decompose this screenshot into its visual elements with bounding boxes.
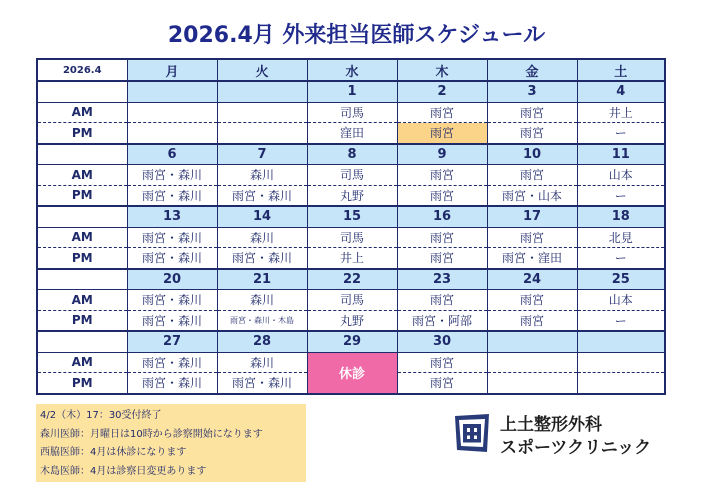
clinic-logo-mark-icon (452, 412, 492, 454)
clinic-name-line2: スポーツクリニック (500, 438, 652, 458)
note-line: 木島医師：4月は診察日変更あります (40, 465, 207, 477)
doctor-cell-am-thu: 雨宮 (397, 227, 487, 248)
blank-cell (37, 81, 127, 102)
doctor-cell-am-wed: 司馬 (307, 165, 397, 186)
doctor-cell-am-mon (127, 102, 217, 123)
am-label: AM (37, 165, 127, 186)
date-cell-thu: 2 (397, 81, 487, 102)
date-cell-tue: 28 (217, 331, 307, 352)
date-cell-thu: 16 (397, 206, 487, 227)
weekday-wed: 水 (307, 59, 397, 81)
doctor-cell-am-wed: 司馬 (307, 290, 397, 311)
am-row (37, 227, 665, 248)
doctor-cell-pm-thu: 雨宮・阿部 (397, 310, 487, 331)
doctor-cell-pm-sat: ー (577, 123, 665, 144)
doctor-cell-pm-fri: 雨宮 (487, 123, 577, 144)
doctor-cell-am-wed: 司馬 (307, 102, 397, 123)
doctor-cell-am-thu: 雨宮 (397, 352, 487, 373)
doctor-cell-am-sat: 山本 (577, 290, 665, 311)
date-cell-tue: 21 (217, 269, 307, 290)
doctor-cell-am-fri (487, 352, 577, 373)
date-cell-mon: 6 (127, 144, 217, 165)
pm-label: PM (37, 123, 127, 144)
note-line: 森川医師：月曜日は10時から診察開始になります (40, 428, 263, 440)
am-label: AM (37, 102, 127, 123)
date-cell-tue: 14 (217, 206, 307, 227)
am-row (37, 352, 665, 373)
doctor-cell-am-fri: 雨宮 (487, 227, 577, 248)
schedule-table (36, 58, 666, 395)
date-cell-wed: 29 (307, 331, 397, 352)
date-cell-wed: 22 (307, 269, 397, 290)
date-cell-fri: 17 (487, 206, 577, 227)
note-line: 4/2（木）17：30受付終了 (40, 410, 162, 421)
doctor-cell-pm-fri: 雨宮 (487, 310, 577, 331)
doctor-cell-am-tue: 森川 (217, 227, 307, 248)
date-cell-sat: 4 (577, 81, 665, 102)
doctor-cell-pm-wed: 井上 (307, 248, 397, 269)
doctor-cell-am-tue: 森川 (217, 290, 307, 311)
doctor-cell-pm-fri (487, 373, 577, 394)
date-cell-wed: 8 (307, 144, 397, 165)
doctor-cell-am-mon: 雨宮・森川 (127, 352, 217, 373)
date-cell-tue: 7 (217, 144, 307, 165)
closed-day-cell: 休診 (307, 352, 397, 394)
date-cell-wed: 15 (307, 206, 397, 227)
doctor-cell-pm-mon: 雨宮・森川 (127, 185, 217, 206)
doctor-cell-am-tue: 森川 (217, 165, 307, 186)
doctor-cell-pm-wed: 丸野 (307, 185, 397, 206)
doctor-cell-pm-sat: ー (577, 310, 665, 331)
pm-label: PM (37, 248, 127, 269)
date-row (37, 206, 665, 227)
doctor-cell-pm-tue: 雨宮・森川・木島 (217, 310, 307, 331)
doctor-cell-pm-thu: 雨宮 (397, 248, 487, 269)
date-cell-tue (217, 81, 307, 102)
doctor-cell-am-fri: 雨宮 (487, 102, 577, 123)
date-cell-sat: 18 (577, 206, 665, 227)
doctor-cell-am-mon: 雨宮・森川 (127, 165, 217, 186)
year-month-label: 2026.4 (37, 59, 127, 81)
date-cell-sat (577, 331, 665, 352)
doctor-cell-pm-wed: 丸野 (307, 310, 397, 331)
doctor-cell-am-mon: 雨宮・森川 (127, 227, 217, 248)
am-label: AM (37, 227, 127, 248)
doctor-cell-pm-sat: ー (577, 185, 665, 206)
blank-cell (37, 331, 127, 352)
pm-row (37, 248, 665, 269)
date-cell-fri: 24 (487, 269, 577, 290)
blank-cell (37, 206, 127, 227)
date-cell-thu: 30 (397, 331, 487, 352)
date-cell-sat: 11 (577, 144, 665, 165)
doctor-cell-pm-thu: 雨宮 (397, 123, 487, 144)
date-cell-wed: 1 (307, 81, 397, 102)
doctor-cell-pm-mon: 雨宮・森川 (127, 373, 217, 394)
doctor-cell-pm-sat (577, 373, 665, 394)
date-row (37, 331, 665, 352)
note-line: 西脇医師：4月は休診になります (40, 447, 187, 458)
clinic-name-line1: 上土整形外科 (500, 415, 602, 435)
date-cell-mon (127, 81, 217, 102)
date-row (37, 144, 665, 165)
date-cell-fri: 3 (487, 81, 577, 102)
date-cell-sat: 25 (577, 269, 665, 290)
doctor-cell-am-thu: 雨宮 (397, 290, 487, 311)
date-cell-mon: 20 (127, 269, 217, 290)
doctor-cell-pm-tue: 雨宮・森川 (217, 248, 307, 269)
doctor-cell-am-sat: 北見 (577, 227, 665, 248)
date-cell-mon: 13 (127, 206, 217, 227)
doctor-cell-am-thu: 雨宮 (397, 165, 487, 186)
doctor-cell-pm-thu: 雨宮 (397, 373, 487, 394)
doctor-cell-pm-mon: 雨宮・森川 (127, 310, 217, 331)
doctor-cell-am-thu: 雨宮 (397, 102, 487, 123)
doctor-cell-am-mon: 雨宮・森川 (127, 290, 217, 311)
date-cell-thu: 23 (397, 269, 487, 290)
doctor-cell-pm-tue (217, 123, 307, 144)
doctor-cell-pm-fri: 雨宮・窪田 (487, 248, 577, 269)
clinic-logo (452, 410, 662, 456)
am-label: AM (37, 352, 127, 373)
weekday-fri: 金 (487, 59, 577, 81)
date-cell-fri: 10 (487, 144, 577, 165)
doctor-cell-pm-tue: 雨宮・森川 (217, 185, 307, 206)
am-row (37, 290, 665, 311)
date-row (37, 81, 665, 102)
weekday-sat: 土 (577, 59, 665, 81)
page-title: 2026.4月 外来担当医師スケジュール (167, 23, 546, 48)
doctor-cell-pm-sat: ー (577, 248, 665, 269)
weekday-header-row (37, 59, 665, 81)
doctor-cell-am-tue: 森川 (217, 352, 307, 373)
am-row (37, 102, 665, 123)
doctor-cell-pm-wed: 窪田 (307, 123, 397, 144)
doctor-cell-pm-mon: 雨宮・森川 (127, 248, 217, 269)
pm-label: PM (37, 310, 127, 331)
pm-row (37, 310, 665, 331)
am-row (37, 165, 665, 186)
date-cell-thu: 9 (397, 144, 487, 165)
doctor-cell-am-tue (217, 102, 307, 123)
doctor-cell-am-sat (577, 352, 665, 373)
weekday-thu: 木 (397, 59, 487, 81)
pm-label: PM (37, 373, 127, 394)
doctor-cell-pm-mon (127, 123, 217, 144)
doctor-cell-am-wed: 司馬 (307, 227, 397, 248)
doctor-cell-pm-tue: 雨宮・森川 (217, 373, 307, 394)
date-cell-mon: 27 (127, 331, 217, 352)
am-label: AM (37, 290, 127, 311)
weekday-mon: 月 (127, 59, 217, 81)
weekday-tue: 火 (217, 59, 307, 81)
doctor-cell-am-fri: 雨宮 (487, 165, 577, 186)
doctor-cell-am-sat: 山本 (577, 165, 665, 186)
doctor-cell-pm-fri: 雨宮・山本 (487, 185, 577, 206)
date-row (37, 269, 665, 290)
doctor-cell-pm-thu: 雨宮 (397, 185, 487, 206)
pm-row (37, 185, 665, 206)
pm-row (37, 123, 665, 144)
blank-cell (37, 269, 127, 290)
pm-label: PM (37, 185, 127, 206)
blank-cell (37, 144, 127, 165)
doctor-cell-am-sat: 井上 (577, 102, 665, 123)
date-cell-fri (487, 331, 577, 352)
doctor-cell-am-fri: 雨宮 (487, 290, 577, 311)
notes-box (36, 404, 306, 482)
